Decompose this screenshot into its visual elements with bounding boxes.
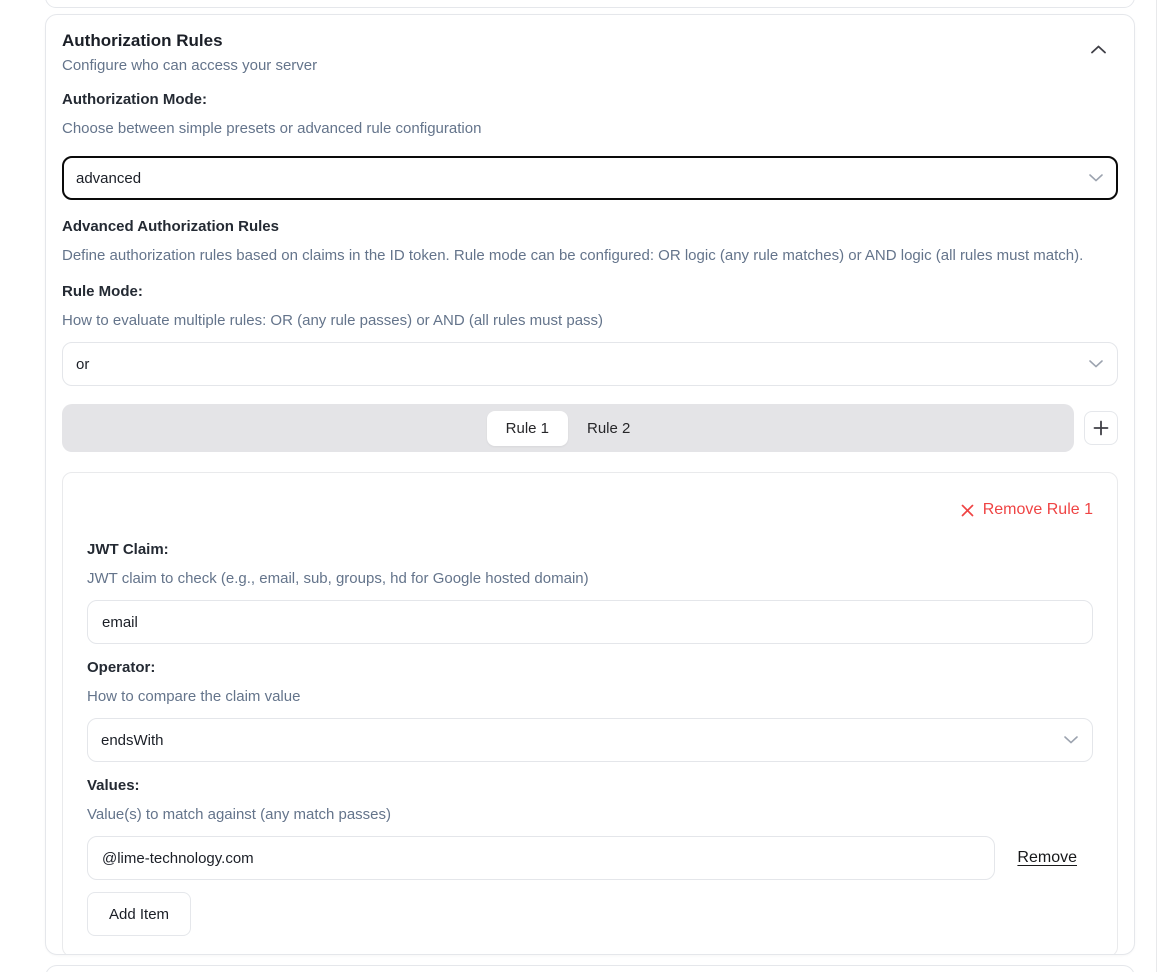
rule-mode-value: or	[76, 355, 90, 373]
rules-tab-list	[62, 404, 1074, 452]
operator-description: How to compare the claim value	[87, 688, 301, 705]
rule-mode-description: How to evaluate multiple rules: OR (any rule passes) or AND (all rules must pass)	[62, 312, 604, 329]
add-item-button[interactable]: Add Item	[87, 892, 191, 936]
remove-rule-label: Remove Rule 1	[982, 501, 1093, 518]
advanced-rules-heading: Advanced Authorization Rules	[62, 218, 279, 235]
authorization-rules-card	[45, 14, 1135, 955]
authorization-mode-description: Choose between simple presets or advanced rule configuration	[62, 120, 482, 137]
remove-rule-button[interactable]	[961, 501, 1093, 519]
page-title: Authorization Rules	[62, 31, 223, 50]
add-rule-button[interactable]	[1084, 411, 1118, 445]
remove-rule-row	[87, 501, 1093, 519]
values-description: Value(s) to match against (any match passes)	[87, 806, 392, 823]
chevron-up-icon	[1091, 45, 1106, 54]
chevron-down-icon	[1089, 174, 1103, 182]
rules-tabs-row	[62, 404, 1118, 452]
page-subtitle: Configure who can access your server	[62, 57, 318, 74]
next-card-edge	[45, 965, 1135, 972]
x-icon	[961, 504, 974, 517]
rule-1-panel	[62, 472, 1118, 955]
chevron-down-icon	[1064, 736, 1078, 744]
jwt-claim-label: JWT Claim:	[87, 541, 169, 558]
card-header-text	[62, 29, 317, 77]
value-input[interactable]	[87, 836, 995, 880]
authorization-mode-value: advanced	[76, 169, 142, 187]
collapse-section-button[interactable]	[1091, 45, 1106, 54]
tab-rule-1[interactable]: Rule 1	[487, 411, 568, 446]
authorization-mode-select[interactable]	[62, 156, 1118, 200]
card-header	[62, 29, 1118, 77]
jwt-claim-input[interactable]	[87, 600, 1093, 644]
operator-select[interactable]	[87, 718, 1093, 762]
rule-mode-select[interactable]	[62, 342, 1118, 386]
remove-value-link[interactable]: Remove	[1017, 849, 1077, 866]
rule-mode-label: Rule Mode:	[62, 283, 143, 300]
plus-icon	[1093, 420, 1109, 436]
operator-value: endsWith	[101, 731, 164, 749]
authorization-mode-label: Authorization Mode:	[62, 91, 207, 108]
tab-rule-2[interactable]: Rule 2	[568, 411, 649, 446]
values-label: Values:	[87, 777, 140, 794]
chevron-down-icon	[1089, 360, 1103, 368]
jwt-claim-description: JWT claim to check (e.g., email, sub, groups, hd for Google hosted domain)	[87, 570, 589, 587]
page-right-divider	[1156, 0, 1157, 972]
operator-label: Operator:	[87, 659, 156, 676]
advanced-rules-description: Define authorization rules based on claims in the ID token. Rule mode can be configured: OR logic (any rule matches) or AND logic (all rules must match).	[62, 247, 1084, 264]
value-item-row	[87, 836, 1093, 880]
previous-card-edge	[45, 0, 1135, 8]
